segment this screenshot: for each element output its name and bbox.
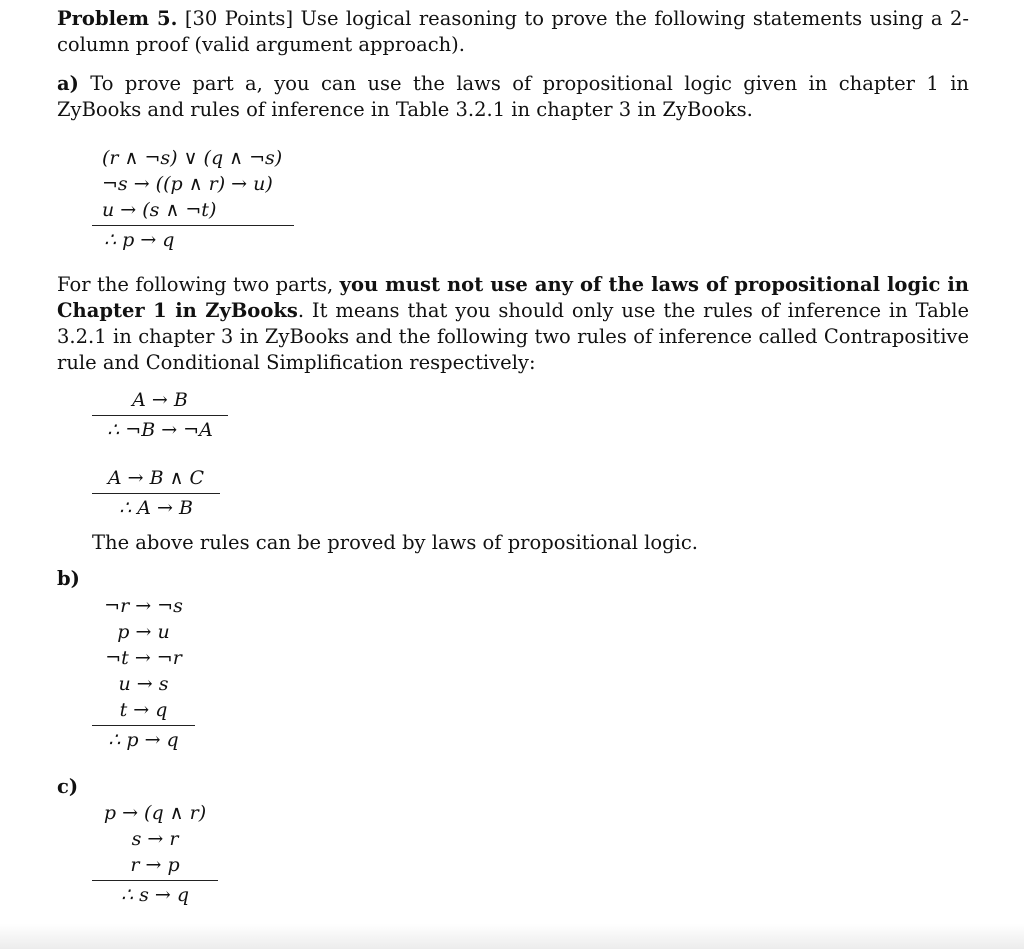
part-c-label: c) <box>57 775 79 798</box>
contrapositive-premise: A → B <box>132 389 188 411</box>
part-b-argument <box>92 593 195 753</box>
part-b-premise: u → s <box>118 673 169 695</box>
argument-rule-line <box>92 225 294 226</box>
part-c-premise: p → (q ∧ r) <box>103 802 207 824</box>
simplification-conclusion: ∴ A → B <box>119 497 193 519</box>
part-a-premise: u → (s ∧ ¬t) <box>102 199 217 221</box>
rules-note: The above rules can be proved by laws of propositional logic. <box>92 531 698 554</box>
restriction-bold: you must not use any of the laws of propositional logic in Chapter 1 in ZyBooks <box>57 273 969 322</box>
part-b-premise: p → u <box>117 621 170 643</box>
contrapositive-conclusion: ∴ ¬B → ¬A <box>107 419 213 441</box>
argument-rule-line <box>92 880 218 881</box>
part-a-premise: ¬s → ((p ∧ r) → u) <box>102 173 273 195</box>
part-c-premise: r → p <box>130 854 180 876</box>
problem-intro: [30 Points] Use logical reasoning to prove the following statements using a 2-column proof (valid argument approach). <box>57 7 969 56</box>
part-b-premise: t → q <box>119 699 168 721</box>
argument-rule-line <box>92 415 228 416</box>
part-c-premise: s → r <box>131 828 179 850</box>
problem-label: Problem 5. <box>57 7 178 30</box>
problem-statement <box>57 6 969 58</box>
part-a-argument <box>92 145 294 253</box>
conditional-simplification-rule <box>92 465 220 521</box>
contrapositive-rule <box>92 387 228 443</box>
part-a-premise: (r ∧ ¬s) ∨ (q ∧ ¬s) <box>102 147 283 169</box>
part-a-label: a) <box>57 72 79 95</box>
restriction-text-before: For the following two parts, <box>57 273 340 296</box>
restriction-paragraph <box>57 272 969 376</box>
part-a-instructions <box>57 71 969 123</box>
part-c-argument <box>92 800 218 908</box>
restriction-text-after: . It means that you should only use the rules of inference in Table 3.2.1 in chapter 3 in ZyBooks and the following two rules of inference called Contrapositive rule and Conditional Simplification respectively: <box>57 299 969 374</box>
part-b-label: b) <box>57 567 80 590</box>
part-b-conclusion: ∴ p → q <box>108 729 179 751</box>
part-a-conclusion: ∴ p → q <box>104 229 175 251</box>
simplification-premise: A → B ∧ C <box>107 467 205 489</box>
page-bottom-shadow <box>0 924 1024 949</box>
argument-rule-line <box>92 725 195 726</box>
part-c-conclusion: ∴ s → q <box>120 884 190 906</box>
part-b-premise: ¬t → ¬r <box>105 647 182 669</box>
argument-rule-line <box>92 493 220 494</box>
part-a-text: To prove part a, you can use the laws of propositional logic given in chapter 1 in ZyBooks and rules of inference in Table 3.2.1 in chapter 3 in ZyBooks. <box>57 72 969 121</box>
part-b-premise: ¬r → ¬s <box>104 595 183 617</box>
